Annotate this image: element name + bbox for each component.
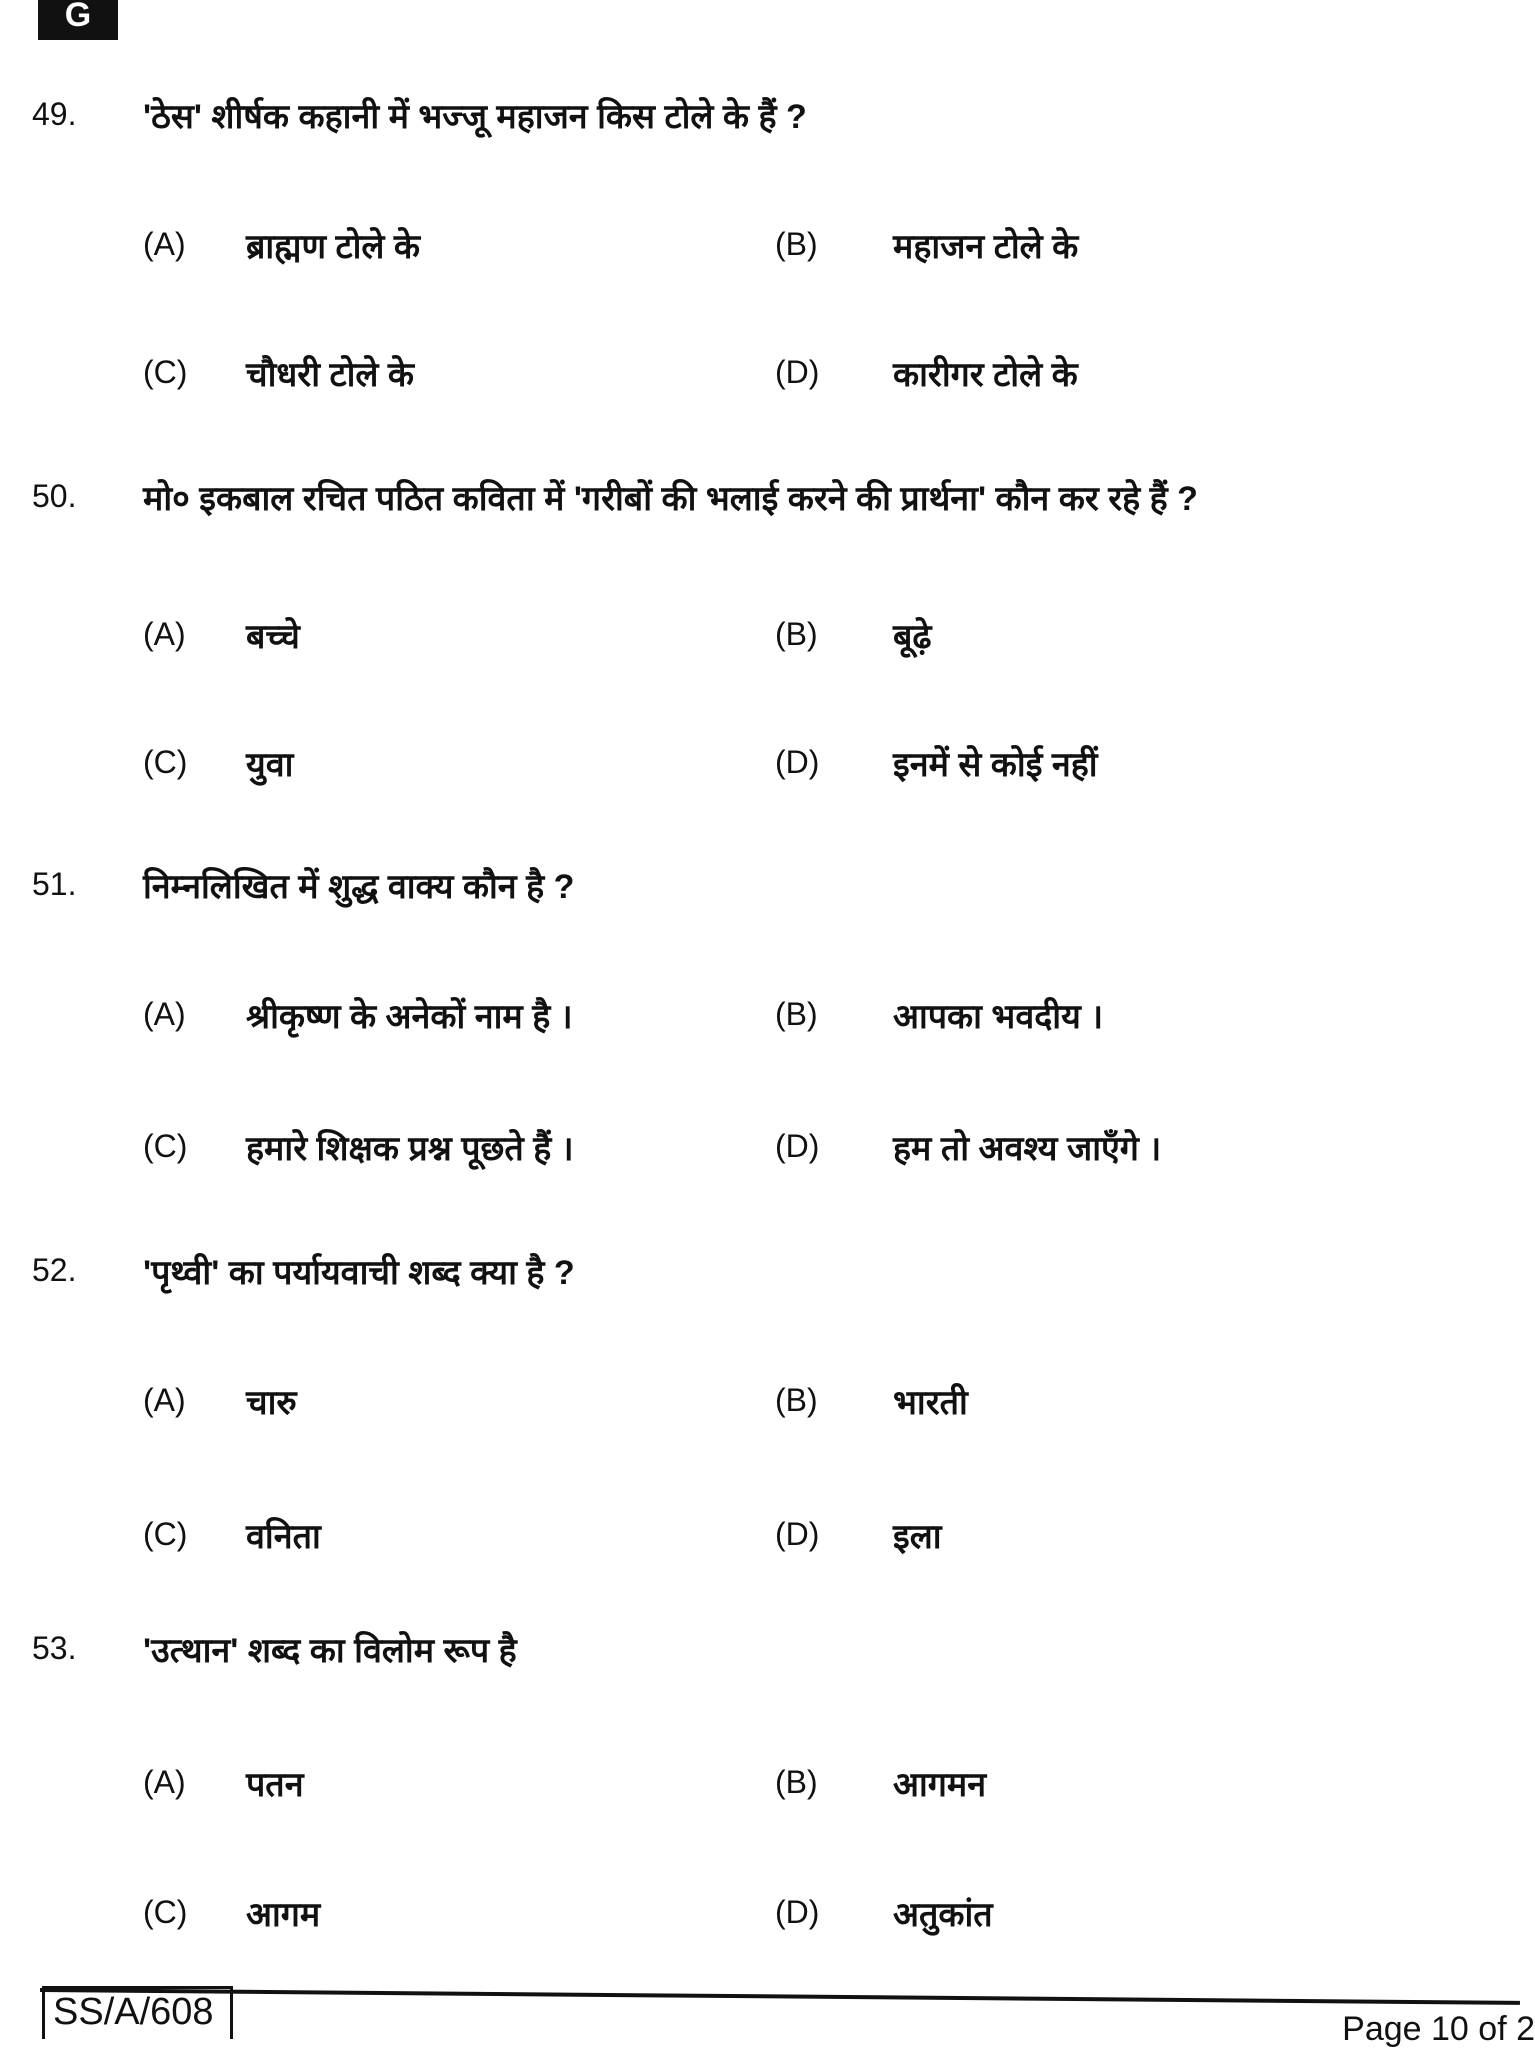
option-text: चौधरी टोले के (246, 356, 415, 394)
option-text: आगम (246, 1896, 321, 1934)
option-text: अतुकांत (893, 1896, 993, 1934)
option-label: (C) (143, 354, 188, 390)
option-label: (A) (143, 226, 186, 262)
question-text: निम्नलिखित में शुद्ध वाक्य कौन है ? (143, 868, 575, 906)
option-label: (D) (775, 1894, 820, 1930)
option-label: (D) (775, 354, 820, 390)
option-text: भारती (893, 1384, 968, 1422)
option-label: (A) (143, 1764, 186, 1800)
question-number: 49. (32, 96, 77, 132)
option-text: महाजन टोले के (893, 228, 1079, 266)
option-label: (C) (143, 1128, 188, 1164)
option-label: (C) (143, 744, 188, 780)
option-label: (A) (143, 616, 186, 652)
option-text: ब्राह्मण टोले के (246, 228, 421, 266)
option-label: (A) (143, 1382, 186, 1418)
paper-code: SS/A/608 (42, 1986, 233, 2039)
option-label: (B) (775, 1764, 818, 1800)
question-text: 'उत्थान' शब्द का विलोम रूप है (143, 1632, 517, 1670)
option-label: (B) (775, 616, 818, 652)
option-label: (D) (775, 1516, 820, 1552)
question-text: 'ठेस' शीर्षक कहानी में भज्जू महाजन किस टोले के हैं ? (143, 98, 807, 136)
option-text: हम तो अवश्य जाएँगे । (893, 1130, 1162, 1168)
option-text: कारीगर टोले के (893, 356, 1078, 394)
option-label: (B) (775, 1382, 818, 1418)
option-label: (B) (775, 226, 818, 262)
option-text: बूढ़े (893, 618, 932, 656)
set-code-badge: G (38, 0, 118, 40)
option-label: (C) (143, 1894, 188, 1930)
option-label: (D) (775, 1128, 820, 1164)
question-text: 'पृथ्वी' का पर्यायवाची शब्द क्या है ? (143, 1254, 575, 1292)
page-number: Page 10 of 2 (1342, 2010, 1535, 2048)
option-label: (C) (143, 1516, 188, 1552)
option-text: आगमन (893, 1766, 987, 1804)
option-text: बच्चे (246, 618, 300, 656)
option-text: पतन (246, 1766, 304, 1804)
option-label: (B) (775, 996, 818, 1032)
option-text: इनमें से कोई नहीं (893, 746, 1098, 784)
option-text: श्रीकृष्ण के अनेकों नाम है । (246, 998, 573, 1036)
footer-divider (40, 1988, 1520, 2005)
option-text: वनिता (246, 1518, 321, 1556)
option-label: (A) (143, 996, 186, 1032)
question-number: 52. (32, 1252, 77, 1288)
option-text: युवा (246, 746, 294, 784)
option-text: इला (893, 1518, 942, 1556)
question-number: 50. (32, 478, 77, 514)
option-label: (D) (775, 744, 820, 780)
question-number: 53. (32, 1630, 77, 1666)
question-text: मो० इकबाल रचित पठित कविता में 'गरीबों की भलाई करने की प्रार्थना' कौन कर रहे हैं ? (143, 480, 1198, 518)
option-text: चारु (246, 1384, 297, 1422)
question-number: 51. (32, 866, 77, 902)
option-text: आपका भवदीय । (893, 998, 1104, 1036)
option-text: हमारे शिक्षक प्रश्न पूछते हैं । (246, 1130, 574, 1168)
